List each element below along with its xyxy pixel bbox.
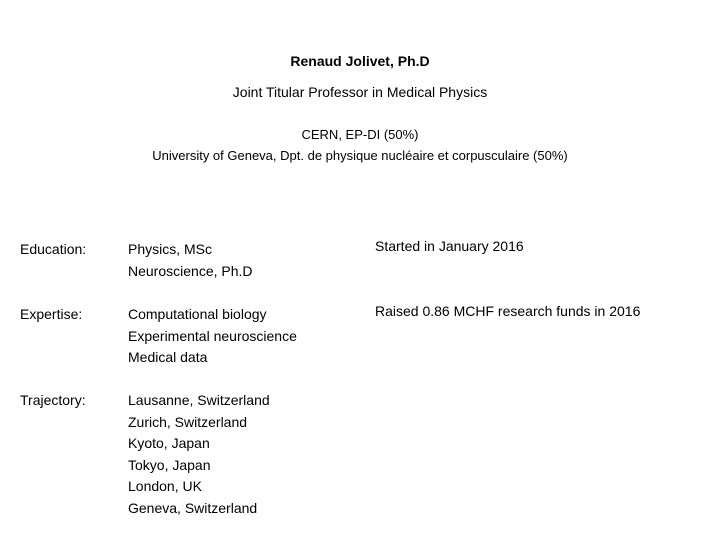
affiliation-cern: CERN, EP-DI (50%) bbox=[301, 127, 419, 142]
education-item: Neuroscience, Ph.D bbox=[128, 262, 253, 279]
trajectory-item: Tokyo, Japan bbox=[128, 456, 211, 473]
education-label: Education: bbox=[20, 241, 87, 257]
trajectory-list bbox=[128, 390, 270, 519]
trajectory-item: Kyoto, Japan bbox=[128, 435, 210, 451]
expertise-item: Medical data bbox=[128, 349, 208, 365]
trajectory-item: Zurich, Switzerland bbox=[128, 413, 248, 430]
education-item: Physics, MSc bbox=[128, 241, 213, 257]
education-list bbox=[128, 239, 253, 282]
trajectory-item: Geneva, Switzerland bbox=[128, 499, 258, 516]
education-note: Started in January 2016 bbox=[375, 238, 524, 254]
expertise-item: Computational biology bbox=[128, 306, 267, 322]
person-name: Renaud Jolivet, Ph.D bbox=[290, 53, 430, 69]
position-title: Joint Titular Professor in Medical Physics bbox=[232, 84, 488, 100]
expertise-item: Experimental neuroscience bbox=[128, 327, 297, 344]
trajectory-label: Trajectory: bbox=[20, 392, 86, 408]
affiliation-geneva: University of Geneva, Dpt. de physique nucléaire et corpusculaire (50%) bbox=[152, 148, 568, 163]
expertise-note: Raised 0.86 MCHF research funds in 2016 bbox=[375, 303, 641, 319]
trajectory-item: London, UK bbox=[128, 478, 202, 494]
trajectory-item: Lausanne, Switzerland bbox=[128, 392, 270, 408]
expertise-list bbox=[128, 304, 297, 369]
affiliations bbox=[0, 124, 720, 166]
expertise-label: Expertise: bbox=[20, 306, 83, 322]
